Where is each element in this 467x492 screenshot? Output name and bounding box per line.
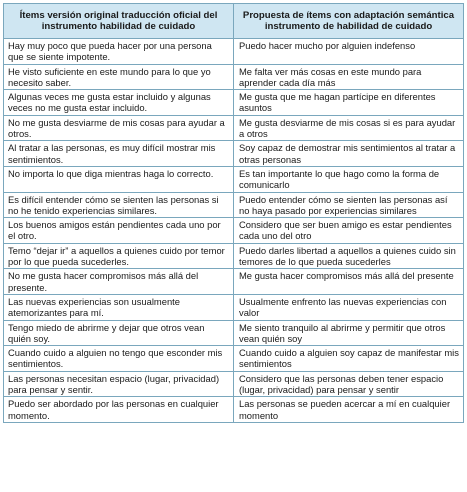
header-row (4, 4, 464, 39)
proposed-item-cell: Puedo hacer mucho por alguien indefenso (234, 39, 464, 65)
proposed-item-cell: Me gusta desviarme de mis cosas si es para ayudar a otros (234, 115, 464, 141)
original-item-cell: Puedo ser abordado por las personas en cualquier momento. (4, 397, 234, 423)
original-item-cell: Los buenos amigos están pendientes cada uno por el otro. (4, 218, 234, 244)
proposed-item-cell: Las personas se pueden acercar a mí en cualquier momento (234, 397, 464, 423)
proposed-item-cell: Usualmente enfrento las nuevas experiencias con valor (234, 294, 464, 320)
proposed-item-cell: Considero que ser buen amigo es estar pendientes cada uno del otro (234, 218, 464, 244)
table-row (4, 192, 464, 218)
proposed-item-cell: Me falta ver más cosas en este mundo para aprender cada día más (234, 64, 464, 90)
proposed-item-cell: Me siento tranquilo al abrirme y permitir que otros vean quién soy (234, 320, 464, 346)
table-row (4, 269, 464, 295)
table-row (4, 218, 464, 244)
table-row (4, 141, 464, 167)
proposed-item-cell: Me gusta que me hagan partícipe en diferentes asuntos (234, 90, 464, 116)
original-item-cell: Hay muy poco que pueda hacer por una persona que se siente impotente. (4, 39, 234, 65)
table-row (4, 397, 464, 423)
original-item-cell: No me gusta hacer compromisos más allá del presente. (4, 269, 234, 295)
original-item-cell: No importa lo que diga mientras haga lo correcto. (4, 166, 234, 192)
original-item-cell: Al tratar a las personas, es muy difícil mostrar mis sentimientos. (4, 141, 234, 167)
comparison-table-container (3, 3, 463, 423)
table-row (4, 115, 464, 141)
original-item-cell: He visto suficiente en este mundo para lo que yo necesito saber. (4, 64, 234, 90)
table-body (4, 39, 464, 423)
table-row (4, 90, 464, 116)
original-item-cell: Tengo miedo de abrirme y dejar que otros vean quién soy. (4, 320, 234, 346)
table-header (4, 4, 464, 39)
table-row (4, 39, 464, 65)
original-item-cell: No me gusta desviarme de mis cosas para ayudar a otros. (4, 115, 234, 141)
table-row (4, 64, 464, 90)
original-item-cell: Temo “dejar ir” a aquellos a quienes cuido por temor por lo que pueda sucederles. (4, 243, 234, 269)
original-item-cell: Algunas veces me gusta estar incluido y algunas veces no me gusta estar incluido. (4, 90, 234, 116)
header-original-items: Ítems versión original traducción oficial del instrumento habilidad de cuidado (4, 4, 234, 39)
header-proposed-items: Propuesta de ítems con adaptación semántica instrumento de habilidad de cuidado (234, 4, 464, 39)
proposed-item-cell: Me gusta hacer compromisos más allá del presente (234, 269, 464, 295)
table-row (4, 346, 464, 372)
original-item-cell: Las personas necesitan espacio (lugar, privacidad) para pensar y sentir. (4, 371, 234, 397)
table-row (4, 166, 464, 192)
original-item-cell: Las nuevas experiencias son usualmente atemorizantes para mí. (4, 294, 234, 320)
table-row (4, 371, 464, 397)
original-item-cell: Es difícil entender cómo se sienten las personas si no he tenido experiencias similares. (4, 192, 234, 218)
proposed-item-cell: Cuando cuido a alguien soy capaz de manifestar mis sentimientos (234, 346, 464, 372)
original-item-cell: Cuando cuido a alguien no tengo que esconder mis sentimientos. (4, 346, 234, 372)
comparison-table (3, 3, 464, 423)
table-row (4, 294, 464, 320)
proposed-item-cell: Considero que las personas deben tener espacio (lugar, privacidad) para pensar y sentir (234, 371, 464, 397)
table-row (4, 243, 464, 269)
proposed-item-cell: Soy capaz de demostrar mis sentimientos al tratar a otras personas (234, 141, 464, 167)
proposed-item-cell: Es tan importante lo que hago como la forma de comunicarlo (234, 166, 464, 192)
proposed-item-cell: Puedo entender cómo se sienten las personas así no haya pasado por experiencias similares (234, 192, 464, 218)
proposed-item-cell: Puedo darles libertad a aquellos a quienes cuido sin temores de lo que pueda sucederles (234, 243, 464, 269)
table-row (4, 320, 464, 346)
